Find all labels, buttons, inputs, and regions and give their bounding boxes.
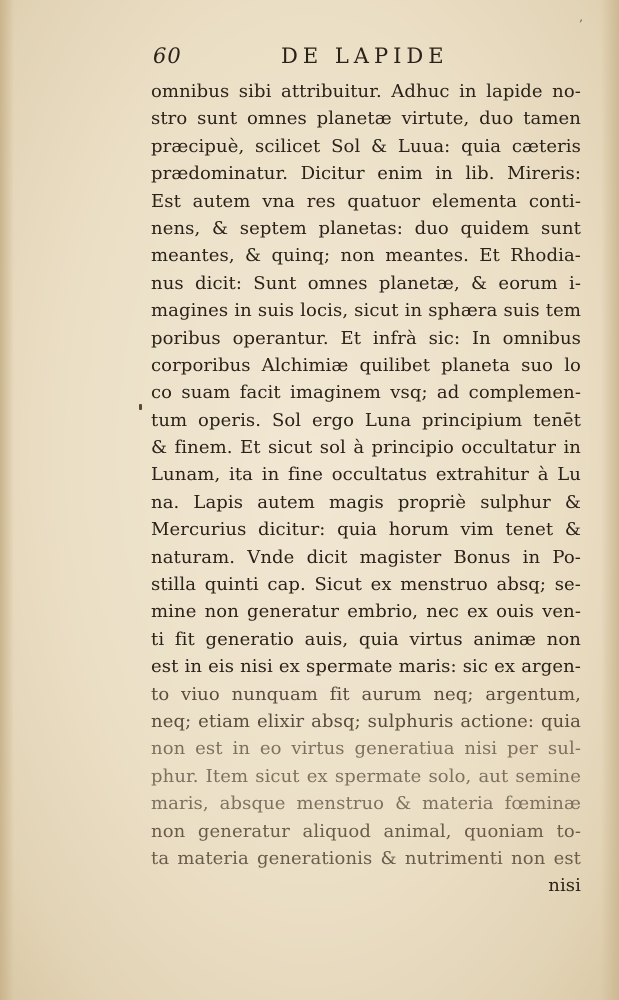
- text-line: naturam. Vnde dicit magister Bonus in Po-: [151, 546, 581, 568]
- text-line: ta materia generationis & nutrimenti non est: [151, 847, 581, 869]
- running-title: DE LAPIDE: [281, 44, 449, 68]
- text-line: non est in eo virtus generatiua nisi per sul-: [151, 738, 581, 760]
- text-line: nens, & septem planetas: duo quidem sunt: [151, 217, 581, 239]
- text-line: corporibus Alchimiæ quilibet planeta suo lo: [151, 354, 581, 376]
- text-line: mine non generatur embrio, nec ex ouis ven-: [151, 601, 581, 623]
- text-line: omnibus sibi attribuitur. Adhuc in lapide no-: [151, 81, 581, 102]
- text-line: maris, absque menstruo & materia fœminæ: [151, 793, 581, 815]
- text-line: Mercurius dicitur: quia horum vim tenet &: [151, 519, 581, 541]
- text-line: Lunam, ita in fine occultatus extrahitur à Lu: [151, 464, 581, 486]
- corner-mark: ‚: [579, 10, 583, 24]
- text-line: na. Lapis autem magis propriè sulphur &: [151, 491, 581, 513]
- page-number: 60: [153, 44, 182, 68]
- text-line: est in eis nisi ex spermate maris: sic ex argen-: [151, 656, 581, 678]
- text-line: Est autem vna res quatuor elementa conti-: [151, 190, 581, 212]
- text-line: phur. Item sicut ex spermate solo, aut semine: [151, 765, 581, 787]
- text-line: & finem. Et sicut sol à principio occultatur in: [151, 437, 581, 459]
- catchword: nisi: [548, 875, 581, 897]
- text-line: magines in suis locis, sicut in sphæra suis tem: [151, 300, 581, 322]
- text-line: stilla quinti cap. Sicut ex menstruo absq; se-: [151, 574, 581, 596]
- running-head: [153, 44, 583, 74]
- body-text: [151, 78, 581, 900]
- text-line: nus dicit: Sunt omnes planetæ, & eorum i-: [151, 272, 581, 294]
- text-line: prædominatur. Dicitur enim in lib. Mireris:: [151, 163, 581, 185]
- text-line: ti fit generatio auis, quia virtus animæ non: [151, 628, 581, 650]
- page-edge-right: [601, 0, 619, 1000]
- text-line: præcipuè, scilicet Sol & Luua: quia cæteris: [151, 135, 581, 157]
- margin-mark: [139, 404, 142, 410]
- text-line: to viuo nunquam fit aurum neq; argentum,: [151, 683, 581, 705]
- text-line: meantes, & quinq; non meantes. Et Rhodia-: [151, 245, 581, 267]
- text-line: stro sunt omnes planetæ virtute, duo tamen: [151, 108, 581, 130]
- text-line: co suam facit imaginem vsq; ad complemen-: [151, 382, 581, 404]
- page-edge-left: [0, 0, 14, 1000]
- text-line: non generatur aliquod animal, quoniam to-: [151, 820, 581, 842]
- text-line: neq; etiam elixir absq; sulphuris actione: quia: [151, 710, 581, 732]
- text-line: poribus operantur. Et infrà sic: In omnibus: [151, 327, 581, 349]
- text-line: tum operis. Sol ergo Luna principium tenēt: [151, 409, 581, 431]
